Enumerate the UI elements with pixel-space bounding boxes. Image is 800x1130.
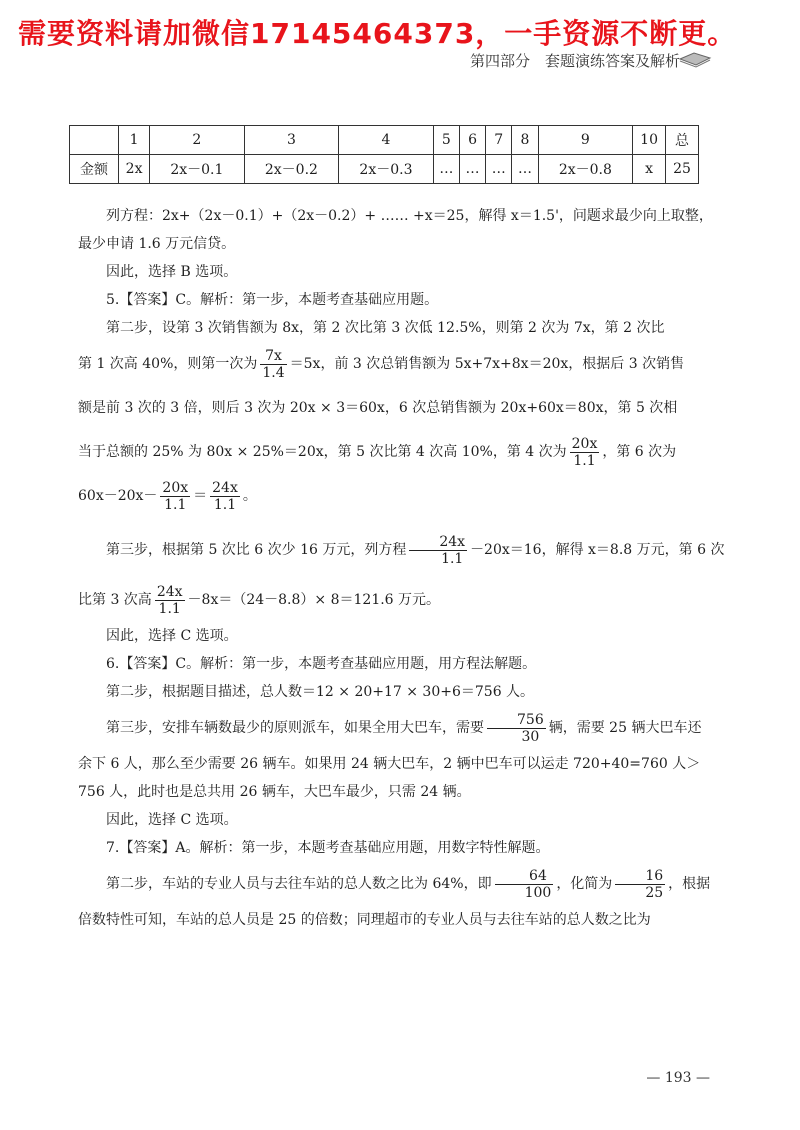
paragraph: 第二步，设第 3 次销售额为 8x，第 2 次比第 3 次低 12.5%，则第 2 次为 7x，第 2 次比 bbox=[106, 320, 665, 336]
table-header-row bbox=[70, 126, 699, 155]
fraction: $\frac{24x}{1.1}$ bbox=[212, 479, 238, 513]
paragraph: 余下 6 人，那么至少需要 26 辆车。如果用 24 辆大巴车，2 辆中巴车可以运走 720+40=760 人＞ bbox=[78, 756, 701, 772]
promo-banner: 需要资料请加微信17145464373，一手资源不断更。 bbox=[18, 17, 737, 50]
paragraph: 当于总额的 25% 为 80x × 25%＝20x，第 5 次比第 4 次高 10%，第 4 次为 $\frac{20x}{1.1}$ ，第 6 次为 bbox=[78, 435, 677, 469]
paragraph: 第三步，根据第 5 次比 6 次少 16 万元，列方程 $\frac{24x}{1.1}$ －20x＝16，解得 x＝8.8 万元，第 6 次 bbox=[106, 533, 725, 567]
page-number: — 193 — bbox=[646, 1070, 710, 1086]
table-cell: 7 bbox=[486, 126, 512, 155]
table-cell: 5 bbox=[433, 126, 459, 155]
table-cell: 2x－0.2 bbox=[244, 155, 339, 184]
paragraph: 第二步，根据题目描述，总人数＝12 × 20+17 × 30+6＝756 人。 bbox=[106, 684, 535, 700]
table-cell: 2x－0.8 bbox=[538, 155, 633, 184]
answer-heading: 5.【答案】C。解析：第一步，本题考查基础应用题。 bbox=[106, 292, 439, 308]
paragraph: 756 人，此时也是总共用 26 辆车，大巴车最少，只需 24 辆。 bbox=[78, 784, 471, 800]
fraction: $\frac{20x}{1.1}$ bbox=[571, 435, 598, 469]
paragraph: 额是前 3 次的 3 倍，则后 3 次为 20x × 3＝60x，6 次总销售额为 20x+60x＝80x，第 5 次相 bbox=[78, 400, 678, 416]
table-cell: 9 bbox=[538, 126, 633, 155]
table-cell: 1 bbox=[119, 126, 150, 155]
table-cell: 8 bbox=[512, 126, 538, 155]
paragraph: 第三步，安排车辆数最少的原则派车，如果全用大巴车，需要 $\frac{756}{30}$ 辆，需要 25 辆大巴车还 bbox=[106, 711, 702, 745]
answer-table bbox=[69, 125, 699, 184]
conclusion: 因此，选择 C 选项。 bbox=[106, 812, 238, 828]
table-cell: 10 bbox=[633, 126, 666, 155]
answer-heading: 6.【答案】C。解析：第一步，本题考查基础应用题，用方程法解题。 bbox=[106, 656, 537, 672]
table-cell: 3 bbox=[244, 126, 339, 155]
table-cell: … bbox=[512, 155, 538, 184]
fraction: $\frac{24x}{1.1}$ bbox=[156, 583, 183, 617]
table-cell: 2x－0.1 bbox=[150, 155, 245, 184]
paragraph: 60x－20x－ $\frac{20x}{1.1}$ ＝ $\frac{24x}{1.1}$ 。 bbox=[78, 479, 257, 513]
table-row bbox=[70, 155, 699, 184]
table-cell: 2x bbox=[119, 155, 150, 184]
answer-heading: 7.【答案】A。解析：第一步，本题考查基础应用题，用数字特性解题。 bbox=[106, 840, 550, 856]
paragraph: 比第 3 次高 $\frac{24x}{1.1}$ －8x＝（24－8.8）× 8＝121.6 万元。 bbox=[78, 583, 441, 617]
table-cell: 4 bbox=[339, 126, 434, 155]
table-cell bbox=[70, 126, 119, 155]
table-cell: … bbox=[459, 155, 485, 184]
fraction: $\frac{20x}{1.1}$ bbox=[162, 479, 189, 513]
running-head: 第四部分 套题演练答案及解析 bbox=[469, 52, 680, 70]
table-cell: 6 bbox=[459, 126, 485, 155]
paragraph: 第二步，车站的专业人员与去往车站的总人数之比为 64%，即 $\frac{64}{100}$ ，化简为 $\frac{16}{25}$ ，根据 bbox=[106, 867, 711, 901]
fraction: $\frac{756}{30}$ bbox=[487, 712, 546, 745]
fraction: $\frac{7x}{1.4}$ bbox=[262, 347, 285, 381]
table-cell: 总 bbox=[666, 126, 699, 155]
fraction: $\frac{16}{25}$ bbox=[615, 868, 665, 901]
table-cell: 金额 bbox=[70, 155, 119, 184]
paragraph: 第 1 次高 40%，则第一次为 $\frac{7x}{1.4}$ ＝5x，前 3 次总销售额为 5x+7x+8x＝20x，根据后 3 次销售 bbox=[78, 347, 685, 381]
table-cell: … bbox=[433, 155, 459, 184]
paragraph: 最少申请 1.6 万元信贷。 bbox=[78, 236, 236, 252]
table-cell: x bbox=[633, 155, 666, 184]
table-cell: 2 bbox=[150, 126, 245, 155]
table-cell: 25 bbox=[666, 155, 699, 184]
fraction: $\frac{24x}{1.1}$ bbox=[409, 534, 467, 567]
fraction: $\frac{64}{100}$ bbox=[495, 868, 554, 901]
solution-text bbox=[78, 202, 725, 934]
conclusion: 因此，选择 C 选项。 bbox=[106, 628, 238, 644]
table-cell: 2x－0.3 bbox=[339, 155, 434, 184]
paragraph: 列方程：2x+（2x－0.1）+（2x－0.2）+ …… +x＝25，解得 x＝1.5'，问题求最少向上取整， bbox=[106, 208, 713, 224]
book-icon bbox=[678, 47, 712, 69]
conclusion: 因此，选择 B 选项。 bbox=[106, 264, 238, 280]
table-cell: … bbox=[486, 155, 512, 184]
paragraph: 倍数特性可知，车站的总人员是 25 的倍数；同理超市的专业人员与去往车站的总人数之比为 bbox=[78, 912, 651, 928]
